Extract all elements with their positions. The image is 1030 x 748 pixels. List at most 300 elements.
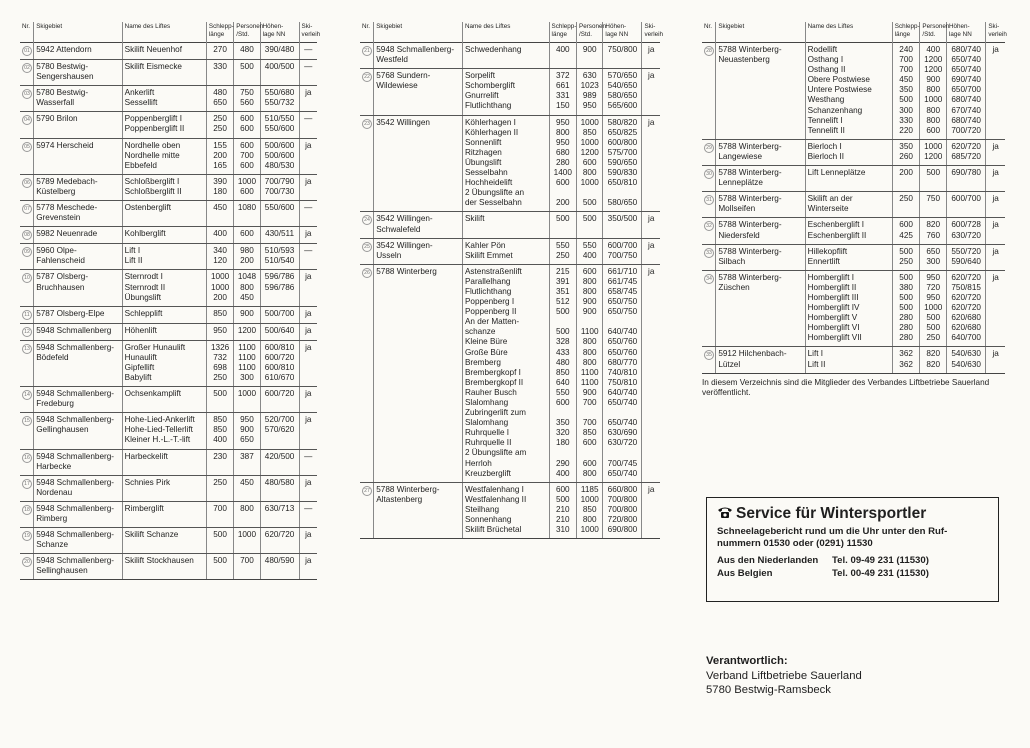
entry-number: 07: [22, 204, 32, 214]
lift-names: Skilift an der Winterseite: [805, 192, 892, 218]
table-row: [702, 139, 1005, 165]
lift-table: [360, 22, 664, 539]
lift-length: 450: [206, 201, 233, 227]
entry-number: 15: [22, 416, 32, 426]
lift-names: Bierloch I Bierloch II: [805, 139, 892, 165]
ski-rental: —: [299, 43, 317, 60]
ski-rental: ja: [986, 166, 1005, 192]
altitude: 690/780: [947, 166, 986, 192]
altitude: 680/740 650/740 650/740 690/740 650/700 680/740 670/740 680/740 700/720: [947, 43, 986, 140]
ski-rental: ja: [299, 475, 317, 501]
responsible-address: 5780 Bestwig-Ramsbeck: [706, 684, 831, 696]
table-row: [702, 347, 1005, 373]
entry-number-cell: [20, 306, 34, 323]
lift-length: 155 200 165: [206, 138, 233, 174]
belgium-phone: Tel. 00-49 231 (11530): [832, 567, 929, 579]
altitude: 661/710 661/745 658/745 650/750 650/750 640/740 650/760 650/760 680/770 740/810 750/810 640/740 650/740 650/740 630/690 630/720 700/745 650/740: [603, 264, 642, 482]
lift-length: 500 380 500 500 280 280 280: [892, 270, 920, 347]
altitude: 510/593 510/540: [260, 244, 299, 270]
entry-number: 13: [22, 344, 32, 354]
table-row: [20, 449, 317, 475]
column-header-laenge: Schlepp- länge: [549, 22, 576, 43]
column-header-personen: Personen /Std.: [577, 22, 603, 43]
column-header-laenge: Schlepp- länge: [892, 22, 920, 43]
entry-number-cell: [360, 115, 374, 212]
table-row: [360, 69, 660, 115]
entry-number: 05: [22, 142, 32, 152]
entry-number-cell: [360, 43, 374, 69]
column-header-personen: Personen /Std.: [234, 22, 260, 43]
ski-rental: ja: [299, 270, 317, 306]
lift-names: Rodellift Osthang I Osthang II Obere Postwiese Untere Postwiese Westhang Schanzenhang Tennelift I Tennelift II: [805, 43, 892, 140]
lift-length: 500: [206, 387, 233, 413]
persons-per-hour: 900: [577, 43, 603, 69]
altitude: 620/720: [260, 528, 299, 554]
ski-rental: ja: [299, 323, 317, 340]
ski-area: 5788 Winterberg- Niedersfeld: [716, 218, 805, 244]
persons-per-hour: 750: [920, 192, 947, 218]
entry-number-cell: [20, 387, 34, 413]
lift-names: Westfalenhang I Westfalenhang II Steilhang Sonnenhang Skilift Brüchetal: [462, 482, 549, 538]
altitude: 510/550 550/600: [260, 112, 299, 138]
lift-length: 600 500 210 210 310: [549, 482, 576, 538]
persons-per-hour: 1000: [234, 528, 260, 554]
table-row: [20, 340, 317, 386]
lift-names: Ankerlift Sessellift: [122, 86, 206, 112]
persons-per-hour: 1100 1100 1100 300: [234, 340, 260, 386]
lift-length: 390 180: [206, 174, 233, 200]
ski-rental: —: [299, 244, 317, 270]
table-row: [20, 306, 317, 323]
lift-length: 250: [892, 192, 920, 218]
lift-length: 200: [892, 166, 920, 192]
lift-names: Hillekopflift Ennertlift: [805, 244, 892, 270]
lift-table: [702, 22, 1005, 374]
persons-per-hour: 600 600: [234, 112, 260, 138]
altitude: 520/700 570/620: [260, 413, 299, 449]
lift-names: Hohe-Lied-Ankerlift Hohe-Lied-Tellerlift Kleiner H.-L.-T.-lift: [122, 413, 206, 449]
persons-per-hour: 500: [577, 212, 603, 238]
lift-names: Schlepplift: [122, 306, 206, 323]
ski-rental: ja: [299, 227, 317, 244]
altitude: 600/700 700/750: [603, 238, 642, 264]
persons-per-hour: 630 1023 989 950: [577, 69, 603, 115]
column-header-skigebiet: Skigebiet: [374, 22, 463, 43]
lift-length: 500: [206, 554, 233, 580]
entry-number-cell: [20, 413, 34, 449]
lift-names: Schwedenhang: [462, 43, 549, 69]
entry-number-cell: [20, 475, 34, 501]
ski-area: 5778 Meschede- Grevenstein: [34, 201, 122, 227]
table-row: [20, 554, 317, 580]
service-title: Service für Wintersportler: [736, 505, 927, 522]
entry-number: 11: [22, 310, 32, 320]
entry-number-cell: [20, 501, 34, 527]
entry-number-cell: [20, 43, 34, 60]
entry-number-cell: [20, 270, 34, 306]
entry-number: 22: [362, 72, 372, 82]
lift-length: 1326 732 698 250: [206, 340, 233, 386]
ski-rental: ja: [642, 264, 660, 482]
entry-number: 17: [22, 479, 32, 489]
entry-number-cell: [702, 166, 716, 192]
ski-rental: ja: [642, 69, 660, 115]
ski-area: 5948 Schmallenberg: [34, 323, 122, 340]
netherlands-label: Aus den Niederlanden: [717, 555, 819, 567]
persons-per-hour: 387: [234, 449, 260, 475]
table-row: [702, 166, 1005, 192]
table-row: [360, 43, 660, 69]
entry-number: 19: [22, 531, 32, 541]
table-row: [20, 501, 317, 527]
altitude: 600/728 630/720: [947, 218, 986, 244]
lift-names: Rimberglift: [122, 501, 206, 527]
entry-number: 25: [362, 242, 372, 252]
column-header-skigebiet: Skigebiet: [34, 22, 122, 43]
lift-names: Lift I Lift II: [805, 347, 892, 373]
entry-number: 29: [704, 143, 714, 153]
entry-number-cell: [20, 112, 34, 138]
column-header-hoehe: Höhen- lage NN: [260, 22, 299, 43]
lift-names: Skilift: [462, 212, 549, 238]
lift-names: Poppenberglift I Poppenberglift II: [122, 112, 206, 138]
altitude: 700/790 700/730: [260, 174, 299, 200]
persons-per-hour: 1185 1000 850 800 1000: [577, 482, 603, 538]
lift-names: Harbeckelift: [122, 449, 206, 475]
lift-names: Kohlberglift: [122, 227, 206, 244]
persons-per-hour: 700: [234, 554, 260, 580]
ski-area: 5948 Schmallenberg- Nordenau: [34, 475, 122, 501]
persons-per-hour: 500: [234, 60, 260, 86]
column-header-nr: Nr.: [704, 23, 713, 30]
lift-length: 500: [549, 212, 576, 238]
ski-rental: —: [299, 112, 317, 138]
altitude: 480/580: [260, 475, 299, 501]
column-header-verleih: Ski- verleih: [986, 22, 1005, 43]
entry-number: 16: [22, 453, 32, 463]
phone-numbers-line: nummern 01530 oder (0291) 11530: [717, 538, 873, 550]
lift-length: 330: [206, 60, 233, 86]
ski-rental: —: [299, 449, 317, 475]
table-row: [20, 138, 317, 174]
ski-rental: ja: [299, 413, 317, 449]
persons-per-hour: 820 760: [920, 218, 947, 244]
ski-area: 5788 Winterberg- Silbach: [716, 244, 805, 270]
persons-per-hour: 950 720 950 1000 500 500 250: [920, 270, 947, 347]
responsible-org: Verband Liftbetriebe Sauerland: [706, 669, 862, 682]
lift-length: 240 700 700 450 350 500 300 330 220: [892, 43, 920, 140]
lift-length: 700: [206, 501, 233, 527]
lift-length: 550 250: [549, 238, 576, 264]
lift-length: 480 650: [206, 86, 233, 112]
lift-length: 250 250: [206, 112, 233, 138]
lift-length: 400: [206, 227, 233, 244]
entry-number-cell: [702, 218, 716, 244]
column-header-lift: Name des Liftes: [462, 22, 549, 43]
ski-rental: ja: [299, 387, 317, 413]
entry-number: 01: [22, 46, 32, 56]
table-row: [20, 270, 317, 306]
ski-area: 5942 Attendorn: [34, 43, 122, 60]
entry-number-cell: [20, 340, 34, 386]
lift-names: Sorpelift Schomberglift Gnurrelift Flutlichthang: [462, 69, 549, 115]
directory-column-2: [360, 22, 664, 539]
lift-names: Großer Hunaulift Hunaulift Gipfellift Babylift: [122, 340, 206, 386]
ski-area: 5788 Winterberg- Altastenberg: [374, 482, 463, 538]
altitude: 600/700: [947, 192, 986, 218]
table-header-row: [702, 22, 1005, 43]
ski-area: 3542 Willingen- Usseln: [374, 238, 463, 264]
entry-number-cell: [20, 244, 34, 270]
lift-length: 350 260: [892, 139, 920, 165]
persons-per-hour: 980 200: [234, 244, 260, 270]
column-header-lift: Name des Liftes: [805, 22, 892, 43]
service-title-row: [717, 504, 988, 523]
ski-rental: ja: [986, 192, 1005, 218]
entry-number-cell: [20, 323, 34, 340]
altitude: 480/590: [260, 554, 299, 580]
lift-names: Kahler Pön Skilift Emmet: [462, 238, 549, 264]
persons-per-hour: 600: [234, 227, 260, 244]
ski-rental: ja: [986, 43, 1005, 140]
ski-area: 5788 Winterberg: [374, 264, 463, 482]
entry-number-cell: [702, 192, 716, 218]
altitude: 660/800 700/800 700/800 720/800 690/800: [603, 482, 642, 538]
lift-length: 600 425: [892, 218, 920, 244]
entry-number-cell: [360, 212, 374, 238]
persons-per-hour: 1000: [234, 387, 260, 413]
ski-rental: ja: [299, 138, 317, 174]
table-row: [20, 86, 317, 112]
table-row: [20, 475, 317, 501]
service-box: [706, 497, 999, 602]
entry-number-cell: [20, 449, 34, 475]
persons-per-hour: 650 300: [920, 244, 947, 270]
altitude: 620/720 750/815 620/720 620/720 620/680 620/680 640/700: [947, 270, 986, 347]
responsible-block: [706, 654, 996, 698]
entry-number: 08: [22, 230, 32, 240]
ski-rental: —: [299, 501, 317, 527]
entry-number: 02: [22, 63, 32, 73]
column-header-personen: Personen /Std.: [920, 22, 947, 43]
directory-column-3: [702, 22, 1005, 399]
lift-names: Lift I Lift II: [122, 244, 206, 270]
persons-per-hour: 950 900 650: [234, 413, 260, 449]
ski-rental: ja: [986, 270, 1005, 347]
altitude: 600/720: [260, 387, 299, 413]
table-row: [702, 244, 1005, 270]
lift-length: 950: [206, 323, 233, 340]
altitude: 550/720 590/640: [947, 244, 986, 270]
table-row: [702, 270, 1005, 347]
entry-number-cell: [360, 238, 374, 264]
column-header-skigebiet: Skigebiet: [716, 22, 805, 43]
entry-number: 21: [362, 46, 372, 56]
lift-names: Skilift Stockhausen: [122, 554, 206, 580]
altitude: 430/511: [260, 227, 299, 244]
lift-length: 215 391 351 512 500 500 328 433 480 850 640 550 600 350 320 180 290 400: [549, 264, 576, 482]
ski-rental: ja: [642, 115, 660, 212]
entry-number-cell: [20, 86, 34, 112]
entry-number-cell: [20, 174, 34, 200]
lift-names: Skilift Eismecke: [122, 60, 206, 86]
entry-number-cell: [20, 60, 34, 86]
ski-rental: ja: [299, 306, 317, 323]
entry-number: 18: [22, 505, 32, 515]
lift-names: Lift Lenneplätze: [805, 166, 892, 192]
entry-number-cell: [360, 482, 374, 538]
ski-area: 5982 Neuenrade: [34, 227, 122, 244]
lift-names: Schloßberglift I Schloßberglift II: [122, 174, 206, 200]
ski-rental: ja: [986, 218, 1005, 244]
altitude: 350/500: [603, 212, 642, 238]
entry-number: 12: [22, 327, 32, 337]
table-row: [20, 244, 317, 270]
entry-number-cell: [20, 227, 34, 244]
persons-per-hour: 1200: [234, 323, 260, 340]
persons-per-hour: 1000 1200: [920, 139, 947, 165]
table-row: [360, 482, 660, 538]
persons-per-hour: 750 560: [234, 86, 260, 112]
entry-number-cell: [702, 244, 716, 270]
table-row: [360, 264, 660, 482]
snow-report-text: rund um die Uhr unter den Ruf-: [802, 526, 948, 537]
lift-length: 372 661 331 150: [549, 69, 576, 115]
lift-length: 950 800 950 680 280 1400 600 200: [549, 115, 576, 212]
directory-column-1: [20, 22, 321, 580]
persons-per-hour: 450: [234, 475, 260, 501]
table-row: [20, 413, 317, 449]
entry-number: 04: [22, 115, 32, 125]
lift-length: 250: [206, 475, 233, 501]
entry-number-cell: [20, 528, 34, 554]
altitude: 596/786 596/786: [260, 270, 299, 306]
column-header-verleih: Ski- verleih: [299, 22, 317, 43]
table-row: [20, 227, 317, 244]
table-row: [702, 218, 1005, 244]
entry-number: 31: [704, 195, 714, 205]
entry-number: 23: [362, 119, 372, 129]
table-row: [20, 174, 317, 200]
altitude: 500/600 500/600 480/530: [260, 138, 299, 174]
persons-per-hour: 500: [920, 166, 947, 192]
lift-names: Schnies Pirk: [122, 475, 206, 501]
altitude: 630/713: [260, 501, 299, 527]
column-header-verleih: Ski- verleih: [642, 22, 660, 43]
table-header-row: [360, 22, 660, 43]
persons-per-hour: 400 1200 1200 900 800 1000 800 800 600: [920, 43, 947, 140]
ski-area: 5789 Medebach- Küstelberg: [34, 174, 122, 200]
ski-area: 5948 Schmallenberg- Bödefeld: [34, 340, 122, 386]
entry-number-cell: [702, 347, 716, 373]
ski-rental: ja: [299, 528, 317, 554]
ski-area: 5948 Schmallenberg- Sellinghausen: [34, 554, 122, 580]
entry-number-cell: [20, 554, 34, 580]
ski-area: 5787 Olsberg-Elpe: [34, 306, 122, 323]
ski-rental: ja: [642, 238, 660, 264]
entry-number: 14: [22, 390, 32, 400]
persons-per-hour: 820 820: [920, 347, 947, 373]
persons-per-hour: 480: [234, 43, 260, 60]
lift-length: 400: [549, 43, 576, 69]
altitude: 500/640: [260, 323, 299, 340]
ski-rental: ja: [642, 212, 660, 238]
entry-number: 26: [362, 268, 372, 278]
table-row: [20, 43, 317, 60]
lift-length: 362 362: [892, 347, 920, 373]
ski-rental: ja: [986, 244, 1005, 270]
ski-rental: ja: [299, 340, 317, 386]
belgium-row: [717, 568, 988, 580]
entry-number: 30: [704, 169, 714, 179]
lift-names: Köhlerhagen I Köhlerhagen II Sonnenlift Ritzhagen Übungslift Sesselbahn Hochheidelift 2 Übungslifte an der Sesselbahn: [462, 115, 549, 212]
ski-rental: ja: [299, 86, 317, 112]
table-row: [20, 112, 317, 138]
lift-names: Nordhelle oben Nordhelle mitte Ebbefeld: [122, 138, 206, 174]
entry-number: 27: [362, 486, 372, 496]
entry-number-cell: [20, 201, 34, 227]
table-row: [20, 60, 317, 86]
lift-length: 1000 1000 200: [206, 270, 233, 306]
persons-per-hour: 600 800 800 900 900 1100 800 800 800 1100 1100 900 700 700 850 600 600 800: [577, 264, 603, 482]
ski-rental: —: [299, 60, 317, 86]
persons-per-hour: 600 700 600: [234, 138, 260, 174]
persons-per-hour: 1000 850 1000 1200 600 800 1000 500: [577, 115, 603, 212]
lift-names: Sternrodt I Sternrodt II Übungslift: [122, 270, 206, 306]
entry-number: 03: [22, 89, 32, 99]
altitude: 580/820 650/825 600/800 575/700 590/650 590/830 650/810 580/650: [603, 115, 642, 212]
ski-area: 5948 Schmallenberg- Fredeburg: [34, 387, 122, 413]
ski-area: 5788 Winterberg- Langewiese: [716, 139, 805, 165]
table-row: [360, 212, 660, 238]
column-header-nr: Nr.: [362, 23, 371, 30]
table-row: [360, 238, 660, 264]
altitude: 620/720 685/720: [947, 139, 986, 165]
lift-names: Höhenlift: [122, 323, 206, 340]
lift-names: Skilift Schanze: [122, 528, 206, 554]
lift-names: Astenstraßenlift Parallelhang Flutlichthang Poppenberg I Poppenberg II An der Matten- schanze Kleine Büre Große Büre Bremberg Brembergkopf I Brembergkopf II Rauher Busch Slalomhang Zubringerlift zum Slalomhang Ruhrquelle I Ruhrquelle II 2 Übungslifte am Herrloh Kreuzberglift: [462, 264, 549, 482]
ski-area: 5948 Schmallenberg- Schanze: [34, 528, 122, 554]
responsible-title: Verantwortlich:: [706, 655, 788, 667]
table-header-row: [20, 22, 317, 43]
ski-area: 5787 Olsberg- Bruchhausen: [34, 270, 122, 306]
lift-table: [20, 22, 321, 580]
table-row: [702, 43, 1005, 140]
ski-rental: ja: [299, 554, 317, 580]
persons-per-hour: 1000 600: [234, 174, 260, 200]
entry-number: 34: [704, 274, 714, 284]
altitude: 600/810 600/720 600/810 610/670: [260, 340, 299, 386]
altitude: 540/630 540/630: [947, 347, 986, 373]
ski-area: 5768 Sundern- Wildewiese: [374, 69, 463, 115]
ski-area: 5960 Olpe- Fahlenscheid: [34, 244, 122, 270]
netherlands-row: [717, 555, 988, 567]
altitude: 570/650 540/650 580/650 565/600: [603, 69, 642, 115]
ski-area: 5974 Herscheid: [34, 138, 122, 174]
ski-rental: ja: [642, 43, 660, 69]
entry-number: 35: [704, 350, 714, 360]
altitude: 420/500: [260, 449, 299, 475]
column-header-nr: Nr.: [22, 23, 31, 30]
ski-area: 5948 Schmallenberg- Gellinghausen: [34, 413, 122, 449]
lift-names: Ochsenkamplift: [122, 387, 206, 413]
ski-rental: ja: [299, 174, 317, 200]
ski-area: 5788 Winterberg- Neuastenberg: [716, 43, 805, 140]
persons-per-hour: 550 400: [577, 238, 603, 264]
lift-length: 500 250: [892, 244, 920, 270]
telephone-icon: [717, 506, 733, 519]
ski-area: 5948 Schmallenberg- Westfeld: [374, 43, 463, 69]
